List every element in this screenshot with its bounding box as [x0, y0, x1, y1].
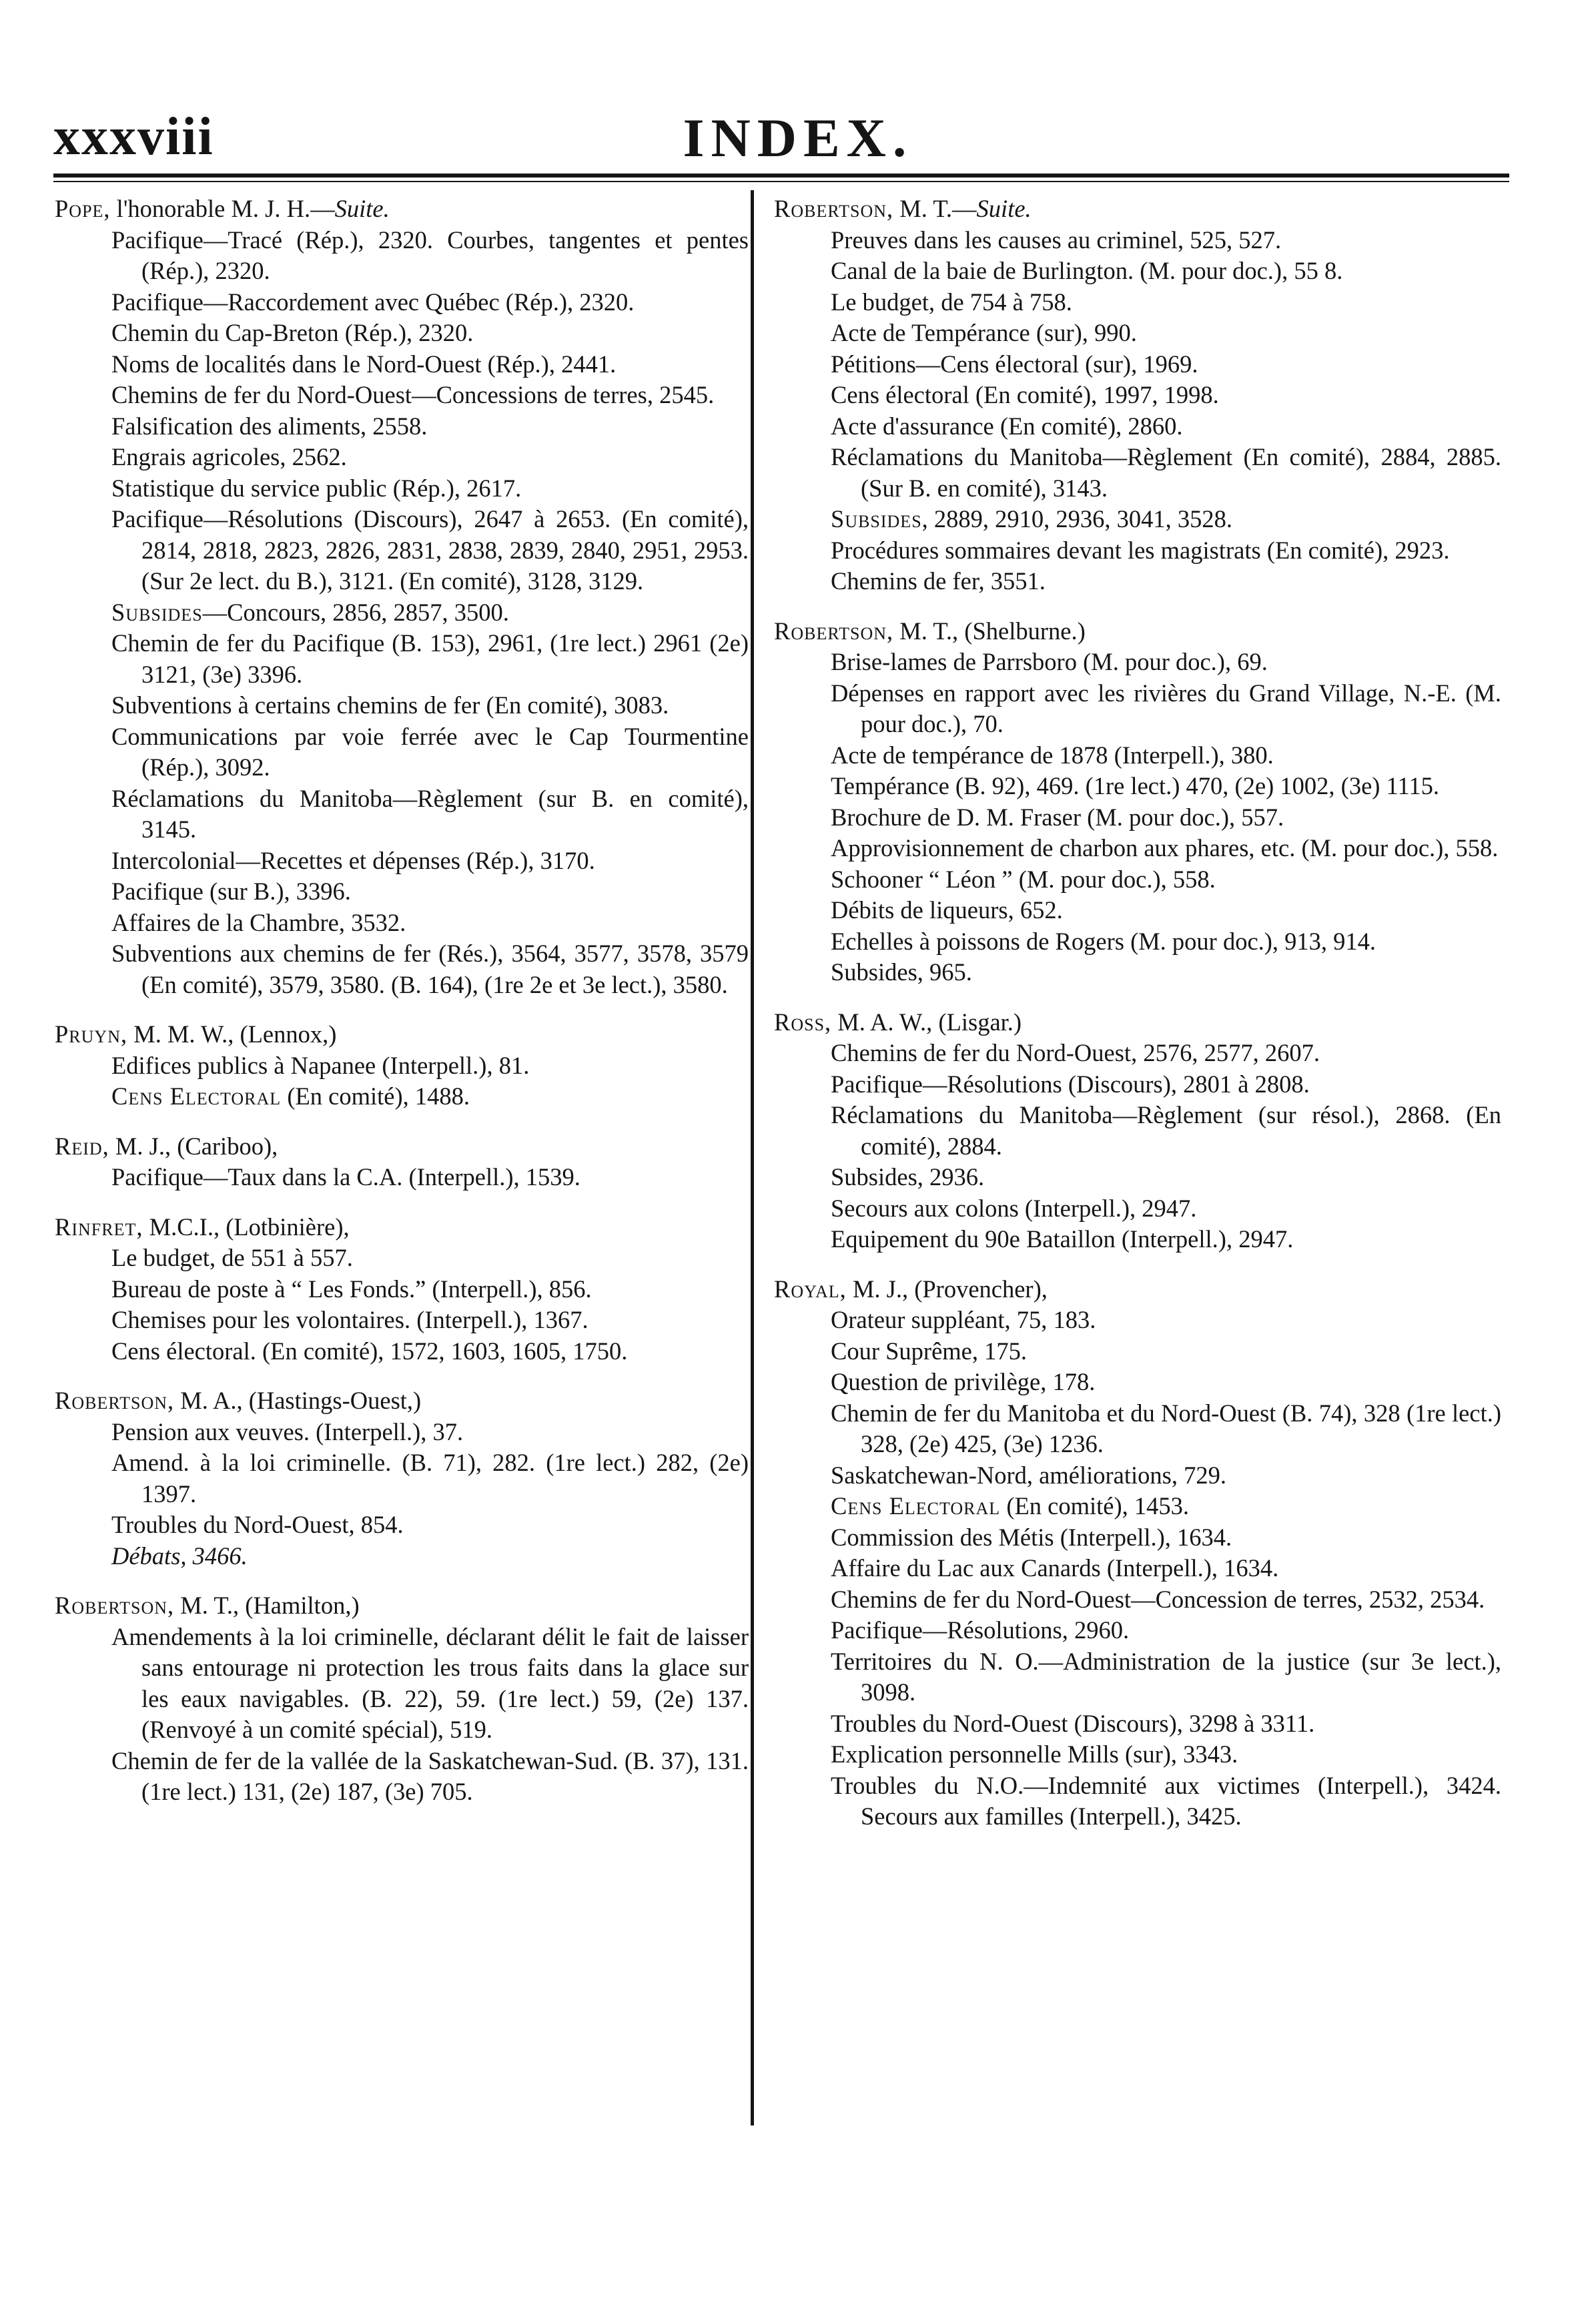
- list-item: Amend. à la loi criminelle. (B. 71), 282. (1re lect.) 282, (2e) 1397.: [111, 1449, 749, 1508]
- entry-reid: [55, 1131, 749, 1193]
- list-item: Subsides, 965.: [831, 958, 972, 986]
- list-item: Chemins de fer du Nord-Ouest, 2576, 2577, 2607.: [831, 1039, 1320, 1066]
- list-item: Amendements à la loi criminelle, déclarant délit le fait de laisser sans entourage ni protection les trous faits dans la glace sur les eaux navigables. (B. 22), 59. (1re lect.) 59, (2e) 137. (Renvoyé à un comité spécial), 519.: [111, 1622, 749, 1743]
- header-rule: [53, 174, 1509, 182]
- list-item: Pacifique—Raccordement avec Québec (Rép.), 2320.: [111, 288, 635, 316]
- list-item: Statistique du service public (Rép.), 2617.: [111, 474, 522, 502]
- entry-heading: [774, 1274, 1501, 1305]
- entry-pruyn: [55, 1019, 749, 1112]
- list-item: Réclamations du Manitoba—Règlement (En comité), 2884, 2885. (Sur B. en comité), 3143.: [831, 443, 1501, 502]
- list-item: Pacifique—Résolutions (Discours), 2801 à 2808.: [831, 1070, 1310, 1098]
- column-divider: [751, 190, 754, 2125]
- list-item: Chemins de fer du Nord-Ouest—Concessions de terres, 2545.: [111, 381, 715, 408]
- entry-heading: [55, 1131, 749, 1163]
- entry-heading-rest: M. T., (Shelburne.): [893, 617, 1086, 645]
- cens-label: Cens Electoral: [831, 1492, 1001, 1520]
- entry-heading-rest: M. A. W., (Lisgar.): [831, 1008, 1022, 1036]
- entry-name: Robertson,: [55, 1387, 175, 1414]
- entry-name: Robertson,: [55, 1592, 175, 1619]
- entry-name: Pruyn,: [55, 1020, 128, 1048]
- entry-heading: [774, 616, 1501, 647]
- entry-heading-rest: M. A., (Hastings-Ouest,): [174, 1387, 422, 1414]
- entry-heading-rest: M. T.—: [893, 195, 977, 222]
- list-item: Preuves dans les causes au criminel, 525, 527.: [831, 226, 1282, 254]
- entry-heading: [55, 1590, 749, 1622]
- list-item: Pacifique—Taux dans la C.A. (Interpell.), 1539.: [111, 1163, 580, 1191]
- list-item: Edifices publics à Napanee (Interpell.), 81.: [111, 1051, 530, 1079]
- entry-name: Rinfret,: [55, 1213, 143, 1241]
- list-item: Schooner “ Léon ” (M. pour doc.), 558.: [831, 865, 1216, 893]
- cens-rest: (En comité), 1488.: [281, 1082, 470, 1110]
- entry-name: Ross,: [774, 1008, 832, 1036]
- list-item: Chemises pour les volontaires. (Interpell.), 1367.: [111, 1306, 588, 1333]
- list-item: Pension aux veuves. (Interpell.), 37.: [111, 1417, 464, 1445]
- list-item: Cens électoral (En comité), 1997, 1998.: [831, 381, 1219, 408]
- entry-heading-rest: M. J., (Provencher),: [846, 1275, 1048, 1303]
- list-item: Saskatchewan-Nord, améliorations, 729.: [831, 1461, 1226, 1489]
- list-item: Pacifique (sur B.), 3396.: [111, 878, 351, 905]
- list-item: Communications par voie ferrée avec le Cap Tourmentine (Rép.), 3092.: [111, 722, 749, 781]
- list-item: Débits de liqueurs, 652.: [831, 896, 1063, 924]
- list-item: Chemin de fer du Manitoba et du Nord-Ouest (B. 74), 328 (1re lect.) 328, (2e) 425, (3e) 1236.: [831, 1399, 1501, 1457]
- list-item: Réclamations du Manitoba—Règlement (sur résol.), 2868. (En comité), 2884.: [831, 1101, 1501, 1160]
- left-column: [55, 194, 749, 1827]
- list-item: [831, 1491, 1501, 1522]
- entry-heading-rest: M. M. W., (Lennox,): [127, 1020, 337, 1048]
- list-item: Acte d'assurance (En comité), 2860.: [831, 412, 1183, 440]
- list-item: Territoires du N. O.—Administration de la justice (sur 3e lect.), 3098.: [831, 1647, 1501, 1706]
- entry-heading: [55, 194, 749, 225]
- subsides-label: Subsides: [111, 598, 203, 626]
- list-item: Subsides, 2936.: [831, 1163, 985, 1191]
- entry-ross: [774, 1007, 1501, 1255]
- cens-label: Cens Electoral: [111, 1082, 282, 1110]
- subsides-rest: —Concours, 2856, 2857, 3500.: [202, 598, 509, 626]
- list-item: Troubles du Nord-Ouest (Discours), 3298 à 3311.: [831, 1709, 1315, 1737]
- list-item: Secours aux colons (Interpell.), 2947.: [831, 1194, 1197, 1222]
- list-item: Question de privilège, 178.: [831, 1368, 1096, 1395]
- list-item: Approvisionnement de charbon aux phares, etc. (M. pour doc.), 558.: [831, 834, 1499, 862]
- entry-heading: [55, 1385, 749, 1417]
- cens-rest: (En comité), 1453.: [1000, 1492, 1189, 1520]
- list-item: Canal de la baie de Burlington. (M. pour doc.), 55 8.: [831, 257, 1343, 284]
- entry-rinfret: [55, 1212, 749, 1367]
- entry-name: Reid,: [55, 1132, 109, 1160]
- list-item: Dépenses en rapport avec les rivières du Grand Village, N.-E. (M. pour doc.), 70.: [831, 679, 1501, 737]
- right-column: [774, 194, 1501, 1851]
- list-item: Pacifique—Résolutions, 2960.: [831, 1616, 1130, 1644]
- list-item: Tempérance (B. 92), 469. (1re lect.) 470, (2e) 1002, (3e) 1115.: [831, 772, 1439, 799]
- list-item: Explication personnelle Mills (sur), 3343.: [831, 1740, 1238, 1768]
- entry-robertson-suite: [774, 194, 1501, 597]
- list-item: Cour Suprême, 175.: [831, 1337, 1027, 1365]
- list-item: Equipement du 90e Bataillon (Interpell.), 2947.: [831, 1225, 1294, 1253]
- page-header: [0, 0, 1596, 167]
- entry-name: Robertson,: [774, 617, 894, 645]
- entry-robertson-shelburne: [774, 616, 1501, 988]
- entry-name: Royal,: [774, 1275, 847, 1303]
- entry-heading-rest: M.C.I., (Lotbinière),: [143, 1213, 350, 1241]
- list-item: Pétitions—Cens électoral (sur), 1969.: [831, 350, 1198, 378]
- list-item: Cens électoral. (En comité), 1572, 1603, 1605, 1750.: [111, 1337, 628, 1365]
- list-item: Brise-lames de Parrsboro (M. pour doc.), 69.: [831, 648, 1268, 675]
- entry-heading-rest: M. J., (Cariboo),: [109, 1132, 278, 1160]
- entry-heading: [55, 1212, 749, 1243]
- list-item: Le budget, de 754 à 758.: [831, 288, 1072, 316]
- entry-heading: [55, 1019, 749, 1050]
- entry-pope: [55, 194, 749, 1000]
- subsides-rest: , 2889, 2910, 2936, 3041, 3528.: [921, 505, 1233, 533]
- page-number: xxxviii: [53, 107, 214, 166]
- entry-robertson-mt-hamilton: [55, 1590, 749, 1808]
- entry-name: Robertson,: [774, 195, 894, 222]
- list-item: Echelles à poissons de Rogers (M. pour doc.), 913, 914.: [831, 927, 1376, 955]
- list-item: Pacifique—Résolutions (Discours), 2647 à 2653. (En comité), 2814, 2818, 2823, 2826, 2831, 2838, 2839, 2840, 2951, 2953. (Sur 2e lect. du B.), 3121. (En comité), 3128, 3129.: [111, 505, 749, 595]
- list-item: [111, 1081, 749, 1112]
- list-item: Débats, 3466.: [111, 1542, 248, 1570]
- suite-label: Suite.: [976, 195, 1032, 222]
- list-item: Réclamations du Manitoba—Règlement (sur B. en comité), 3145.: [111, 784, 749, 843]
- list-item: Acte de Tempérance (sur), 990.: [831, 319, 1137, 346]
- entry-heading-rest: l'honorable M. J. H.—: [110, 195, 335, 222]
- subsides-label: Subsides: [831, 505, 922, 533]
- suite-label: Suite.: [334, 195, 390, 222]
- page-title: INDEX.: [683, 107, 913, 168]
- entry-heading: [774, 194, 1501, 225]
- entry-robertson-ma: [55, 1385, 749, 1572]
- entry-name: Pope,: [55, 195, 111, 222]
- entry-heading: [774, 1007, 1501, 1038]
- list-item: Troubles du N.O.—Indemnité aux victimes (Interpell.), 3424. Secours aux familles (Interpell.), 3425.: [831, 1771, 1501, 1830]
- list-item: Chemins de fer du Nord-Ouest—Concession de terres, 2532, 2534.: [831, 1585, 1485, 1613]
- list-item: Commission des Métis (Interpell.), 1634.: [831, 1523, 1232, 1551]
- list-item: Chemin de fer de la vallée de la Saskatchewan-Sud. (B. 37), 131. (1re lect.) 131, (2e) 187, (3e) 705.: [111, 1746, 749, 1805]
- list-item: Acte de tempérance de 1878 (Interpell.), 380.: [831, 741, 1274, 769]
- list-item: Intercolonial—Recettes et dépenses (Rép.), 3170.: [111, 846, 595, 874]
- list-item: Falsification des aliments, 2558.: [111, 412, 428, 440]
- entry-heading-rest: M. T., (Hamilton,): [174, 1592, 360, 1619]
- list-item: Subventions à certains chemins de fer (En comité), 3083.: [111, 691, 669, 719]
- list-item: Orateur suppléant, 75, 183.: [831, 1306, 1096, 1333]
- list-item: Bureau de poste à “ Les Fonds.” (Interpell.), 856.: [111, 1275, 592, 1303]
- list-item: Engrais agricoles, 2562.: [111, 443, 347, 470]
- list-item: Le budget, de 551 à 557.: [111, 1244, 353, 1271]
- list-item: Affaire du Lac aux Canards (Interpell.), 1634.: [831, 1554, 1279, 1582]
- list-item: Brochure de D. M. Fraser (M. pour doc.), 557.: [831, 803, 1284, 831]
- entry-royal: [774, 1274, 1501, 1833]
- list-item: [831, 504, 1501, 535]
- list-item: Affaires de la Chambre, 3532.: [111, 908, 406, 936]
- list-item: Procédures sommaires devant les magistrats (En comité), 2923.: [831, 536, 1450, 564]
- list-item: Noms de localités dans le Nord-Ouest (Rép.), 2441.: [111, 350, 617, 378]
- list-item: Troubles du Nord-Ouest, 854.: [111, 1511, 404, 1538]
- list-item: Subventions aux chemins de fer (Rés.), 3564, 3577, 3578, 3579 (En comité), 3579, 3580. (B. 164), (1re 2e et 3e lect.), 3580.: [111, 940, 749, 998]
- list-item: Chemins de fer, 3551.: [831, 567, 1046, 595]
- list-item: Chemin du Cap-Breton (Rép.), 2320.: [111, 319, 474, 346]
- list-item: Chemin de fer du Pacifique (B. 153), 2961, (1re lect.) 2961 (2e) 3121, (3e) 3396.: [111, 629, 749, 688]
- list-item: [111, 597, 749, 629]
- list-item: Pacifique—Tracé (Rép.), 2320. Courbes, tangentes et pentes (Rép.), 2320.: [111, 226, 749, 284]
